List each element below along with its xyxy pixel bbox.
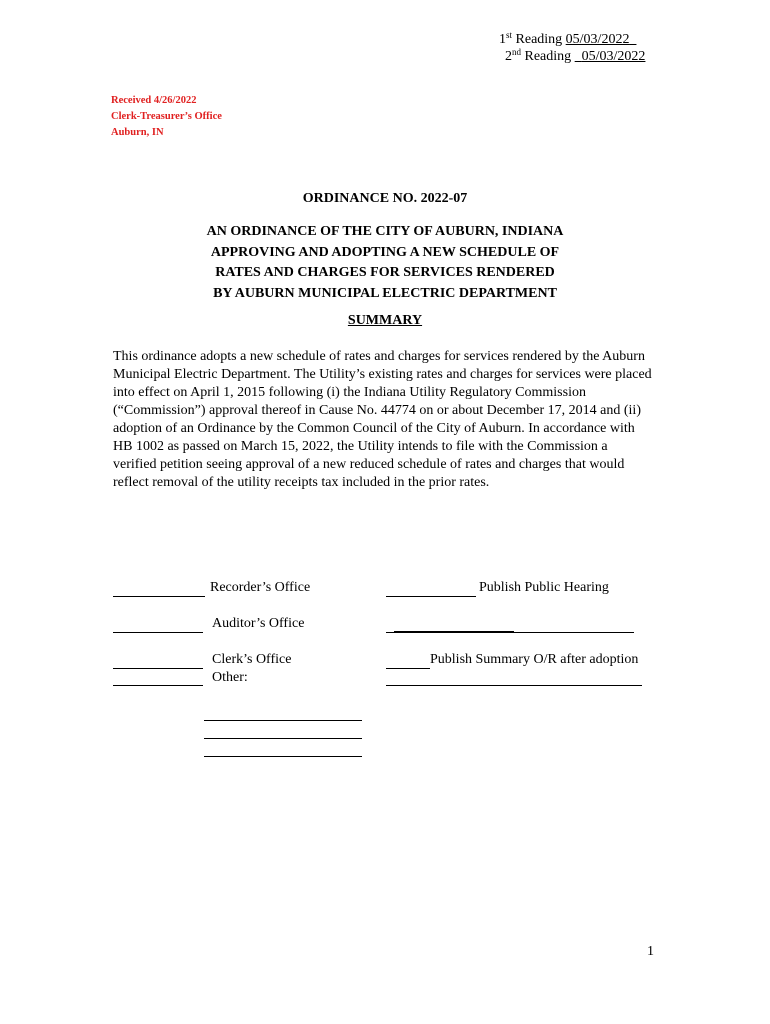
first-reading-sup: st: [506, 30, 513, 40]
first-reading-label: Reading: [515, 32, 563, 47]
second-reading-sup: nd: [512, 47, 521, 57]
first-reading: [499, 30, 636, 48]
recorders-office-label: Recorder’s Office: [210, 580, 311, 595]
summary-paragraph: This ordinance adopts a new schedule of rates and charges for services rendered by the Auburn Municipal Electric Department. The Utility’s existing rates and charges for services were placed into effect on April 1, 2015 following (i) the Indiana Utility Regulatory Commission (“Commission”) approval thereof in Cause No. 44774 on or about December 17, 2014 and (ii) adoption of an Ordinance by the Common Council of the City of Auburn. In accordance with HB 1002 as passed on March 15, 2022, the Utility intends to file with the Commission a verified petition seeing approval of a new reduced schedule of rates and charges that would reflect removal of the utility receipts tax included in the prior rates.: [113, 349, 652, 490]
first-reading-date: 05/03/2022: [565, 32, 630, 47]
blank-line-right-heavy: [394, 631, 514, 633]
publish-hearing-label: Publish Public Hearing: [479, 580, 609, 595]
other-blank: [113, 685, 203, 686]
other-label: Other:: [212, 670, 248, 685]
other-line-1: [204, 720, 362, 721]
other-line-2: [204, 738, 362, 739]
ordinance-title-line: APPROVING AND ADOPTING A NEW SCHEDULE OF: [210, 244, 560, 260]
ordinance-title-line: AN ORDINANCE OF THE CITY OF AUBURN, INDIANA: [206, 224, 564, 239]
second-reading-label: Reading: [524, 49, 572, 64]
second-reading-ordinal: 2: [505, 49, 512, 64]
publish-summary-blank: [386, 668, 430, 669]
auditors-blank: [113, 632, 203, 633]
summary-heading: SUMMARY: [347, 313, 423, 328]
recorders-blank: [113, 596, 205, 597]
auditors-office-label: Auditor’s Office: [212, 616, 305, 631]
received-date: Received 4/26/2022: [111, 95, 197, 106]
first-reading-ordinal: 1: [499, 32, 506, 47]
publish-summary-label: Publish Summary O/R after adoption: [430, 652, 639, 667]
publish-summary-line: [386, 685, 642, 686]
clerks-blank: [113, 668, 203, 669]
publish-hearing-blank: [386, 596, 476, 597]
page-number: 1: [647, 944, 654, 959]
received-city: Auburn, IN: [111, 127, 164, 138]
second-reading-date: 05/03/2022: [581, 49, 646, 64]
ordinance-number: ORDINANCE NO. 2022-07: [302, 191, 468, 206]
ordinance-title: [0, 222, 770, 304]
ordinance-title-line: BY AUBURN MUNICIPAL ELECTRIC DEPARTMENT: [213, 285, 557, 301]
other-line-3: [204, 756, 362, 757]
ordinance-title-line: RATES AND CHARGES FOR SERVICES RENDERED: [215, 265, 555, 280]
second-reading: [505, 47, 645, 65]
received-office: Clerk-Treasurer’s Office: [111, 111, 222, 122]
received-stamp: [111, 93, 222, 141]
clerks-office-label: Clerk’s Office: [212, 652, 292, 667]
